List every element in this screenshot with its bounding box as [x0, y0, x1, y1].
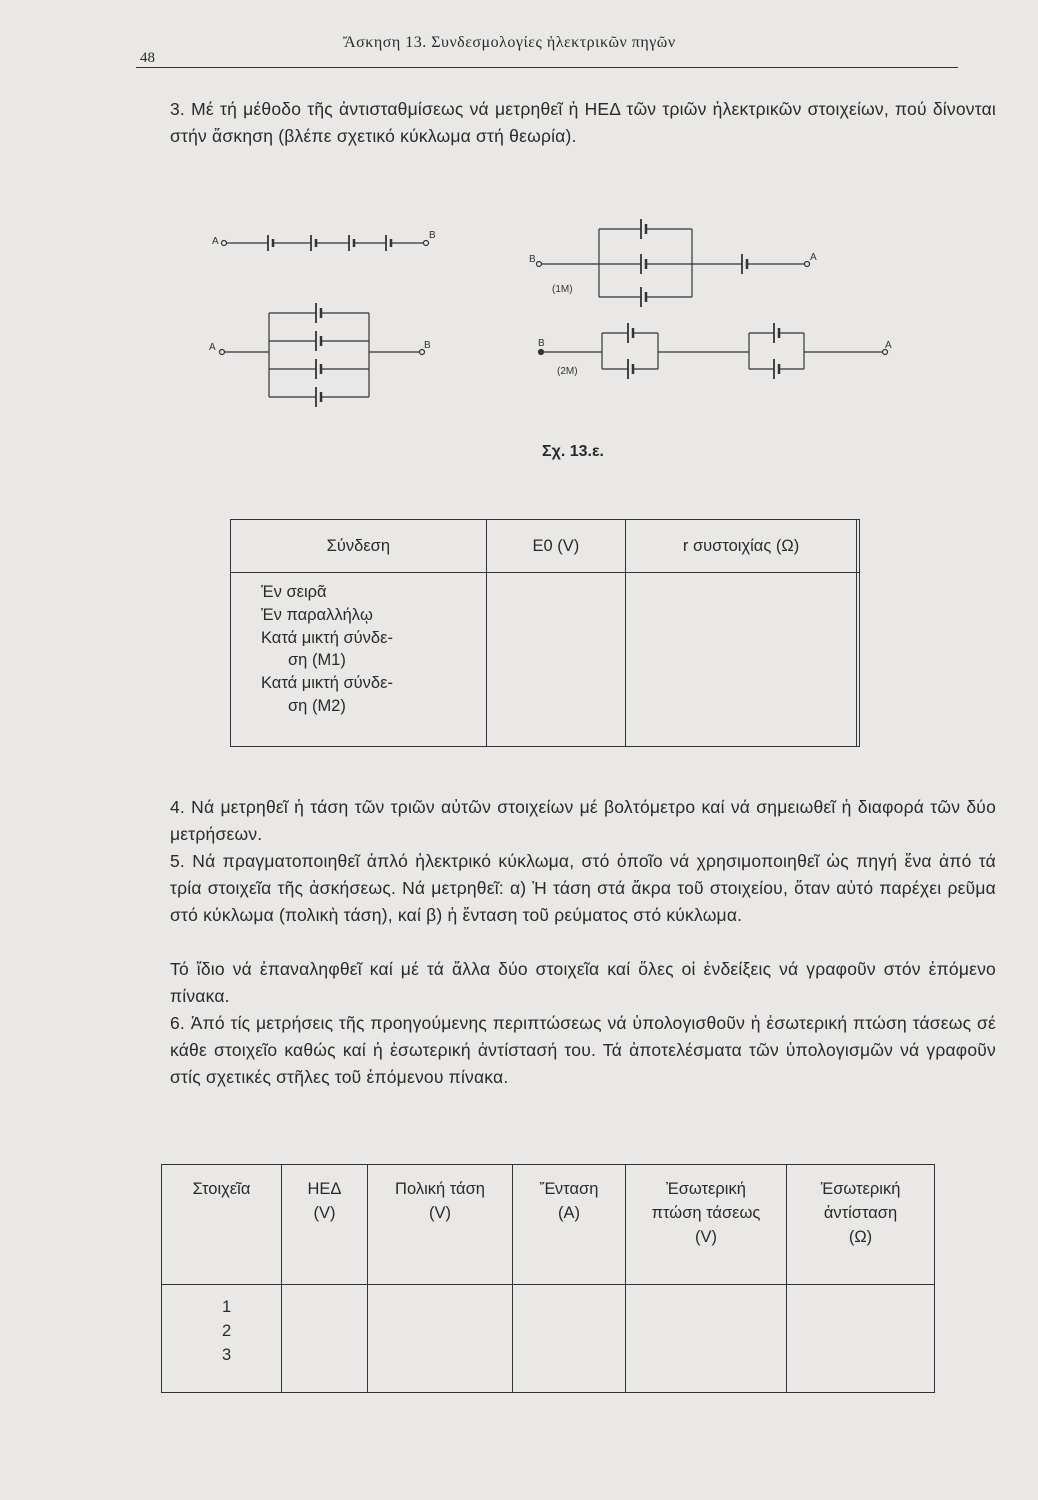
- label-a-parallel: A: [209, 342, 216, 353]
- t1-row-parallel: Ἐν παραλλήλῳ: [261, 605, 373, 624]
- t2-terminal-voltage-cell: [368, 1285, 513, 1393]
- t1-header-resistance: r συστοιχίας (Ω): [626, 520, 857, 573]
- label-b-parallel: B: [424, 340, 431, 351]
- t1-row-mixed2: Κατά μικτή σύνδε-: [261, 674, 393, 693]
- t2-header-current: Ἔνταση (A): [513, 1165, 626, 1285]
- t2-header-internal-resistance: Ἐσωτερική ἀντίσταση (Ω): [787, 1165, 935, 1285]
- parallel-circuit: [220, 303, 425, 407]
- t1-resistance-cell: [626, 573, 857, 747]
- t2-internal-drop-cell: [626, 1285, 787, 1393]
- paragraph-5b: Τό ἴδιο νά ἐπαναληφθεῖ καί μέ τά ἄλλα δύο στοιχεῖα καί ὅλες οἱ ἐνδείξεις νά γραφοῦν στόν ἑπόμενο πίνακα.: [170, 959, 996, 1006]
- t2-current-cell: [513, 1285, 626, 1393]
- label-m1: (1M): [552, 284, 573, 295]
- label-a-m1: A: [810, 252, 817, 263]
- mixed-circuit-m1: [537, 219, 810, 307]
- paragraph-4: 4. Νά μετρηθεῖ ἡ τάση τῶν τριῶν αὐτῶν στοιχείων μέ βολτόμετρο καί νά σημειωθεῖ ἡ διαφορά τῶν δύο μετρήσεων.: [170, 797, 996, 844]
- t2-internal-resistance-cell: [787, 1285, 935, 1393]
- t2-header-emf: ΗΕΔ (V): [282, 1165, 368, 1285]
- t1-row-mixed1-cont: ση (M1): [288, 651, 346, 670]
- t1-blank-cell: [857, 573, 860, 747]
- t1-row-mixed1: Κατά μικτή σύνδε-: [261, 628, 393, 647]
- figure-caption: Σχ. 13.ε.: [542, 443, 604, 460]
- t2-element-1: 1: [222, 1298, 232, 1316]
- t1-connection-types: [231, 573, 487, 747]
- t2-emf-cell: [282, 1285, 368, 1393]
- label-m2: (2M): [557, 366, 578, 377]
- t1-row-series: Ἐν σειρᾶ: [261, 583, 327, 601]
- t2-element-numbers: [162, 1285, 282, 1393]
- paragraph-3: 3. Μέ τή μέθοδο τῆς ἀντισταθμίσεως νά μετρηθεῖ ἡ ΗΕΔ τῶν τριῶν ἠλεκτρικῶν στοιχείων, πού δίνονται στήν ἄσκηση (βλέπε σχετικό κύκλωμα στή θεωρία).: [170, 99, 996, 146]
- label-b-m2: B: [538, 338, 545, 349]
- label-a-series: A: [212, 236, 219, 247]
- t2-header-internal-drop: Ἐσωτερική πτώση τάσεως (V): [626, 1165, 787, 1285]
- t1-header-connection: Σύνδεση: [231, 520, 487, 573]
- paragraph-5: 5. Νά πραγματοποιηθεῖ ἀπλό ἠλεκτρικό κύκλωμα, στό ὁποῖο νά χρησιμοποιηθεῖ ὡς πηγή ἕνα ἀπό τά τρία στοιχεῖα τῆς ἀσκήσεως. Νά μετρηθεῖ: α) Ἡ τάση στά ἄκρα τοῦ στοιχείου, ὅταν αὐτό παρέχει ρεῦμα στό κύκλωμα (πολικὴ τάση), καί β) ἡ ἔνταση τοῦ ρεύματος στό κύκλωμα.: [170, 851, 996, 925]
- t1-header-emf: E0 (V): [486, 520, 625, 573]
- circuit-figure: [0, 0, 1038, 470]
- label-b-series: B: [429, 230, 436, 241]
- label-b-m1: B: [529, 254, 536, 265]
- connections-table: [230, 519, 860, 747]
- t2-header-terminal-voltage: Πολική τάση (V): [368, 1165, 513, 1285]
- t1-row-mixed2-cont: ση (M2): [288, 696, 346, 715]
- paragraph-6: 6. Ἀπό τίς μετρήσεις τῆς προηγούμενης περιπτώσεως νά ὑπολογισθοῦν ἡ ἐσωτερική πτώση τάσεως σέ κάθε στοιχεῖο καθώς καί ἡ ἐσωτερική ἀντίστασή του. Τά ἀποτελέσματα τῶν ὑπολογισμῶν νά γραφοῦν στίς σχετικές στῆλες τοῦ ἑπόμενου πίνακα.: [170, 1013, 996, 1087]
- page-number: 48: [140, 50, 155, 66]
- running-title: Ἄσκηση 13. Συνδεσμολογίες ἠλεκτρικῶν πηγῶν: [343, 34, 676, 51]
- mixed-circuit-m2: [539, 323, 888, 379]
- series-circuit: [222, 235, 429, 251]
- t1-emf-cell: [486, 573, 625, 747]
- measurements-table: [161, 1164, 935, 1393]
- t1-header-blank: [857, 520, 860, 573]
- label-a-m2: A: [885, 340, 892, 351]
- t2-element-2: 2: [222, 1322, 232, 1340]
- t2-element-3: 3: [222, 1346, 232, 1364]
- t2-header-elements: Στοιχεῖα: [162, 1165, 282, 1285]
